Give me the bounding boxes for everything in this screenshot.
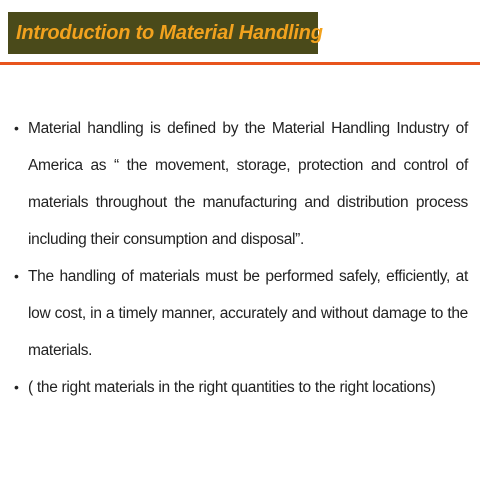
title-underline-rule: [0, 62, 480, 65]
slide-body: [14, 110, 468, 406]
bullet-icon: •: [14, 379, 19, 395]
bullet-icon: •: [14, 120, 19, 136]
bullet-text-definition: Material handling is defined by the Material Handling Industry of America as “ the movement, storage, protection and control of materials throughout the manufacturing and distribution process including their consumption and disposal”.: [28, 120, 468, 248]
bullet-text-requirements: The handling of materials must be performed safely, efficiently, at low cost, in a timely manner, accurately and without damage to the materials.: [28, 268, 468, 359]
bullet-item-definition: [14, 110, 468, 258]
bullet-text-summary: ( the right materials in the right quantities to the right locations): [28, 379, 436, 396]
bullet-item-requirements: [14, 258, 468, 369]
bullet-icon: •: [14, 268, 19, 284]
slide-title: Introduction to Material Handling: [16, 21, 323, 44]
title-banner: [8, 12, 323, 54]
bullet-item-summary: [14, 369, 468, 406]
